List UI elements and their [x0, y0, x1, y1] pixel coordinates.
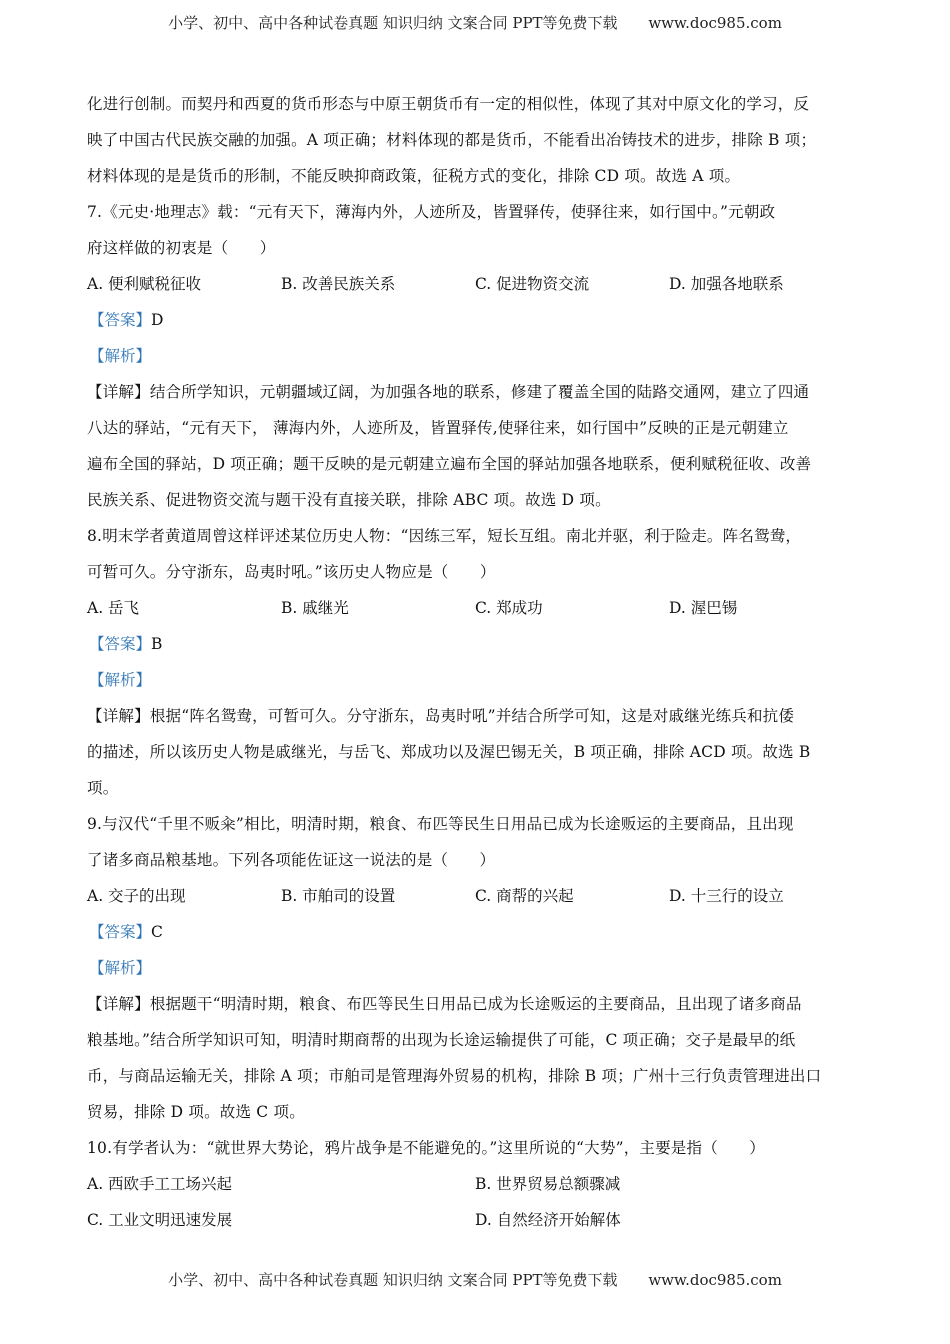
option-d: D. 十三行的设立: [669, 887, 784, 905]
detail-line: 八达的驿站，“元有天下， 薄海内外，人迹所及，皆置驿传,使驿往来，如行国中”反映的正是元朝建立: [87, 419, 789, 437]
analysis-label: 【解析】: [89, 959, 152, 977]
question-stem: 8.明末学者黄道周曾这样评述某位历史人物：“因练三军，短长互组。南北并驱，利于险走。阵名鸳鸯，: [87, 527, 802, 545]
detail-label: 【详解】: [87, 707, 150, 725]
detail-line: [87, 374, 863, 410]
analysis-line: [87, 950, 863, 986]
options-row: [87, 1202, 863, 1238]
page-header: [0, 12, 950, 33]
question-9: [87, 806, 863, 1130]
detail-label: 【详解】: [87, 383, 150, 401]
option-d: D. 自然经济开始解体: [475, 1211, 621, 1229]
question-stem: 府这样做的初衷是（ ）: [87, 239, 276, 257]
detail-line: 遍布全国的驿站，D 项正确；题干反映的是元朝建立遍布全国的驿站加强各地联系，便利赋税征收、改善: [87, 455, 812, 473]
option-a: A. 便利赋税征收: [87, 275, 202, 293]
question-8: [87, 518, 863, 806]
question-7: [87, 194, 863, 518]
answer-line: [87, 626, 863, 662]
footer-text: 小学、初中、高中各种试卷真题 知识归纳 文案合同 PPT等免费下载: [168, 1271, 618, 1289]
detail-line: [87, 698, 863, 734]
option-c: C. 商帮的兴起: [475, 887, 574, 905]
detail-line: 项。: [87, 779, 119, 797]
document-body: [87, 86, 863, 1238]
options-row: [87, 266, 863, 302]
detail-line: 的描述，所以该历史人物是戚继光，与岳飞、郑成功以及渥巴锡无关，B 项正确，排除 ACD 项。故选 B: [87, 743, 811, 761]
answer-line: [87, 302, 863, 338]
question-stem: 7.《元史·地理志》载：“元有天下，薄海内外，人迹所及，皆置驿传，使驿往来，如行国中。”元朝政: [87, 203, 776, 221]
option-c: C. 工业文明迅速发展: [87, 1211, 233, 1229]
analysis-label: 【解析】: [89, 347, 152, 365]
option-d: D. 加强各地联系: [669, 275, 784, 293]
option-a: A. 西欧手工工场兴起: [87, 1175, 233, 1193]
options-row: [87, 1166, 863, 1202]
option-d: D. 渥巴锡: [669, 599, 738, 617]
footer-site-link[interactable]: www.doc985.com: [648, 1271, 782, 1289]
question-stem: 可暂可久。分守浙东，岛夷时吼。”该历史人物应是（ ）: [87, 563, 496, 581]
option-a: A. 岳飞: [87, 599, 140, 617]
answer-label: 【答案】: [89, 311, 152, 329]
detail-text: 结合所学知识，元朝疆域辽阔，为加强各地的联系，修建了覆盖全国的陆路交通网，建立了四通: [149, 383, 810, 401]
analysis-label: 【解析】: [89, 671, 152, 689]
option-b: B. 世界贸易总额骤减: [475, 1175, 621, 1193]
option-a: A. 交子的出现: [87, 887, 186, 905]
analysis-line: [87, 338, 863, 374]
option-b: B. 市舶司的设置: [281, 887, 396, 905]
header-text: 小学、初中、高中各种试卷真题 知识归纳 文案合同 PPT等免费下载: [168, 14, 618, 32]
option-c: C. 促进物资交流: [475, 275, 590, 293]
paragraph-line: 映了中国古代民族交融的加强。A 项正确；材料体现的都是货币，不能看出冶铸技术的进步，排除 B 项；: [87, 131, 817, 149]
question-stem: 9.与汉代“千里不贩籴”相比，明清时期，粮食、布匹等民生日用品已成为长途贩运的主要商品，且出现: [87, 815, 794, 833]
detail-line: [87, 986, 863, 1022]
option-b: B. 改善民族关系: [281, 275, 396, 293]
paragraph-line: 材料体现的是是货币的形制，不能反映抑商政策，征税方式的变化，排除 CD 项。故选 A 项。: [87, 167, 741, 185]
header-site-link[interactable]: www.doc985.com: [648, 14, 782, 32]
detail-line: 粮基地。”结合所学知识可知，明清时期商帮的出现为长途运输提供了可能，C 项正确；交子是最早的纸: [87, 1031, 796, 1049]
detail-label: 【详解】: [87, 995, 150, 1013]
option-b: B. 戚继光: [281, 599, 349, 617]
option-c: C. 郑成功: [475, 599, 543, 617]
answer-value: B: [151, 635, 163, 653]
answer-line: [87, 914, 863, 950]
options-row: [87, 878, 863, 914]
options-row: [87, 590, 863, 626]
question-stem: 了诸多商品粮基地。下列各项能佐证这一说法的是（ ）: [87, 851, 496, 869]
paragraph-line: 化进行创制。而契丹和西夏的货币形态与中原王朝货币有一定的相似性，体现了其对中原文化的学习，反: [87, 95, 810, 113]
detail-text: 根据“阵名鸳鸯，可暂可久。分守浙东，岛夷时吼”并结合所学可知，这是对戚继光练兵和抗倭: [149, 707, 795, 725]
detail-text: 根据题干“明清时期，粮食、布匹等民生日用品已成为长途贩运的主要商品，且出现了诸多商品: [149, 995, 802, 1013]
analysis-line: [87, 662, 863, 698]
answer-label: 【答案】: [89, 923, 152, 941]
answer-label: 【答案】: [89, 635, 152, 653]
detail-line: 贸易，排除 D 项。故选 C 项。: [87, 1103, 305, 1121]
detail-line: 币，与商品运输无关，排除 A 项；市舶司是管理海外贸易的机构，排除 B 项；广州十三行负责管理进出口: [87, 1067, 822, 1085]
page-footer: [0, 1269, 950, 1290]
question-stem: 10.有学者认为：“就世界大势论，鸦片战争是不能避免的。”这里所说的“大势”，主要是指（ ）: [87, 1139, 765, 1157]
answer-value: C: [151, 923, 163, 941]
answer-value: D: [151, 311, 164, 329]
detail-line: 民族关系、促进物资交流与题干没有直接关联，排除 ABC 项。故选 D 项。: [87, 491, 611, 509]
question-10: [87, 1130, 863, 1238]
